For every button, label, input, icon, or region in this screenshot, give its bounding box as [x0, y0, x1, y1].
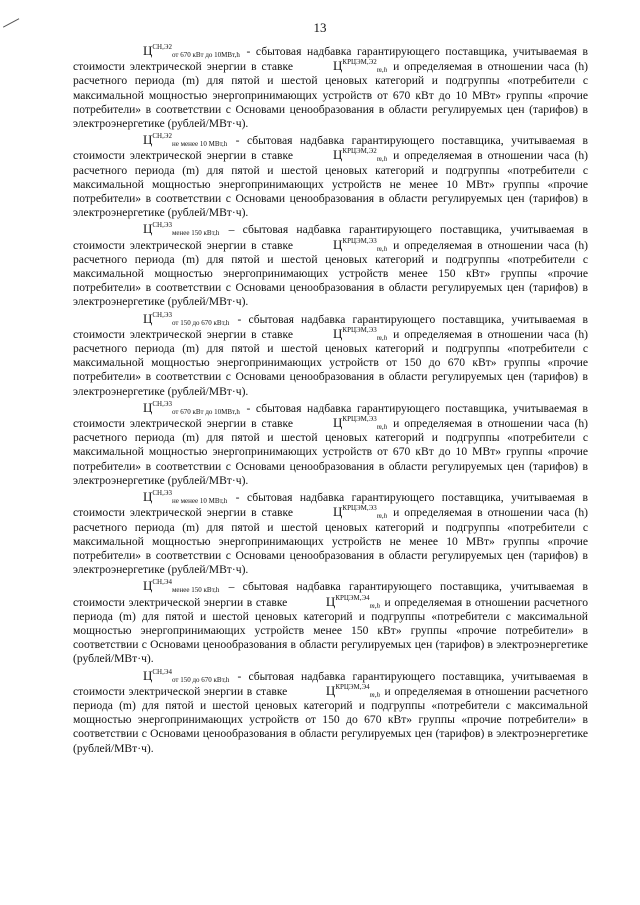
surcharge-symbol: $Ц^{СН,Э3}_{менее 150 кВт,h}$	[143, 221, 220, 238]
surcharge-symbol: $Ц^{СН,Э3}_{от 150 до 670 кВт,h}$	[143, 310, 230, 327]
surcharge-symbol: $Ц^{СН,Э2}_{от 670 кВт до 10МВт,h}$	[143, 43, 240, 59]
definition-paragraph	[73, 401, 588, 488]
definition-paragraph	[73, 312, 588, 399]
definition-text-lead: - сбытовая надбавка гарантирующего поставщика, учитываемая в стоимости электрической энергии в ставке	[73, 401, 588, 431]
definition-text-lead: - сбытовая надбавка гарантирующего поставщика, учитываемая в стоимости электрической энергии в ставке	[73, 491, 588, 520]
surcharge-symbol: $Ц^{СН,Э3}_{не менее 10 МВт,h}$	[143, 489, 228, 506]
definition-text-lead: – сбытовая надбавка гарантирующего поставщика, учитываемая в стоимости электрической энергии в ставке	[73, 223, 588, 252]
definition-text-tail: и определяемая в отношении часа (h) расчетного периода (m) для пятой и шестой ценовых категорий и подгруппы «потребители с максимальной мощностью энергопринимающих устройств не менее 10 МВт» группы «прочие потребители» в соответствии с Основами ценообразования в области регулируемых цен (тарифов) в электроэнергетике (рублей/МВт·ч).	[73, 506, 588, 577]
definition-text-tail: и определяемая в отношении часа (h) расчетного периода (m) для пятой и шестой ценовых категорий и подгруппы «потребители с максимальной мощностью энергопринимающих устройств от 670 кВт до 10 МВт» группы «прочие потребители» в соответствии с Основами ценообразования в области регулируемых цен (тарифов) в электроэнергетике (рублей/МВт·ч).	[73, 417, 588, 487]
rate-symbol: $Ц^{КРЦЭМ,Э2}_{m,h}$	[333, 147, 388, 164]
definition-paragraph	[73, 222, 588, 309]
definition-text-tail: и определяемая в отношении часа (h) расчетного периода (m) для пятой и шестой ценовых категорий и подгруппы «потребители с максимальной мощностью энергопринимающих устройств менее 150 кВт» группы «прочие потребители» в соответствии с Основами ценообразования в области регулируемых цен (тарифов) в электроэнергетике (рублей/МВт·ч).	[73, 238, 588, 309]
definition-paragraph	[73, 133, 588, 220]
surcharge-symbol: $Ц^{СН,Э4}_{от 150 до 670 кВт,h}$	[143, 667, 230, 684]
document-body	[73, 44, 588, 758]
definition-text-tail: и определяемая в отношении расчетного периода (m) для пятой и шестой ценовых категорий и подгруппы «потребители с максимальной мощностью энергопринимающих устройств менее 150 кВт» группы «прочие потребители» в соответствии с Основами ценообразования в области регулируемых цен (тарифов) в электроэнергетике (рублей/МВт·ч).	[73, 595, 588, 666]
definition-text-tail: и определяемая в отношении расчетного периода (m) для пятой и шестой ценовых категорий и подгруппы «потребители с максимальной мощностью энергопринимающих устройств от 150 до 670 кВт» группы «прочие потребители» в соответствии с Основами ценообразования в области регулируемых цен (тарифов) в электроэнергетике (рублей/МВт·ч).	[73, 684, 588, 755]
rate-symbol: $Ц^{КРЦЭМ,Э3}_{m,h}$	[333, 415, 388, 432]
rate-symbol: $Ц^{КРЦЭМ,Э3}_{m,h}$	[333, 325, 388, 342]
definition-paragraph	[73, 490, 588, 577]
rate-symbol: $Ц^{КРЦЭМ,Э3}_{m,h}$	[333, 504, 388, 521]
rate-symbol: $Ц^{КРЦЭМ,Э4}_{m,h}$	[325, 593, 380, 610]
rate-symbol: $Ц^{КРЦЭМ,Э3}_{m,h}$	[333, 236, 388, 253]
definition-text-tail: и определяемая в отношении часа (h) расчетного периода (m) для пятой и шестой ценовых категорий и подгруппы «потребители с максимальной мощностью энергопринимающих устройств от 150 до 670 кВт» группы «прочие потребители» в соответствии с Основами ценообразования в области регулируемых цен (тарифов) в электроэнергетике (рублей/МВт·ч).	[73, 327, 588, 398]
definition-paragraph	[73, 44, 588, 131]
definition-paragraph	[73, 669, 588, 756]
definition-text-lead: - сбытовая надбавка гарантирующего поставщика, учитываемая в стоимости электрической энергии в ставке	[73, 134, 588, 163]
definition-text-lead: – сбытовая надбавка гарантирующего поставщика, учитываемая в стоимости электрической энергии в ставке	[73, 580, 588, 609]
surcharge-symbol: $Ц^{СН,Э4}_{менее 150 кВт,h}$	[143, 578, 220, 595]
definition-text-lead: - сбытовая надбавка гарантирующего поставщика, учитываемая в стоимости электрической энергии в ставке	[73, 45, 588, 74]
surcharge-symbol: $Ц^{СН,Э2}_{не менее 10 МВт,h}$	[143, 132, 228, 149]
definition-text-lead: - сбытовая надбавка гарантирующего поставщика, учитываемая в стоимости электрической энергии в ставке	[73, 669, 588, 698]
definition-paragraph	[73, 579, 588, 666]
rate-symbol: $Ц^{КРЦЭМ,Э4}_{m,h}$	[325, 682, 380, 699]
definition-text-lead: - сбытовая надбавка гарантирующего поставщика, учитываемая в стоимости электрической энергии в ставке	[73, 312, 588, 341]
page-number: 13	[313, 20, 327, 35]
surcharge-symbol: $Ц^{СН,Э3}_{от 670 кВт до 10МВт,h}$	[143, 399, 240, 416]
definition-text-tail: и определяемая в отношении часа (h) расчетного периода (m) для пятой и шестой ценовых категорий и подгруппы «потребители с максимальной мощностью энергопринимающих устройств не менее 10 МВт» группы «прочие потребители» в соответствии с Основами ценообразования в области регулируемых цен (тарифов) в электроэнергетике (рублей/МВт·ч).	[73, 149, 588, 220]
rate-symbol: $Ц^{КРЦЭМ,Э2}_{m,h}$	[333, 58, 388, 75]
definition-text-tail: и определяемая в отношении часа (h) расчетного периода (m) для пятой и шестой ценовых категорий и подгруппы «потребители с максимальной мощностью энергопринимающих устройств от 670 кВт до 10 МВт» группы «прочие потребители» в соответствии с Основами ценообразования в области регулируемых цен (тарифов) в электроэнергетике (рублей/МВт·ч).	[73, 60, 588, 131]
